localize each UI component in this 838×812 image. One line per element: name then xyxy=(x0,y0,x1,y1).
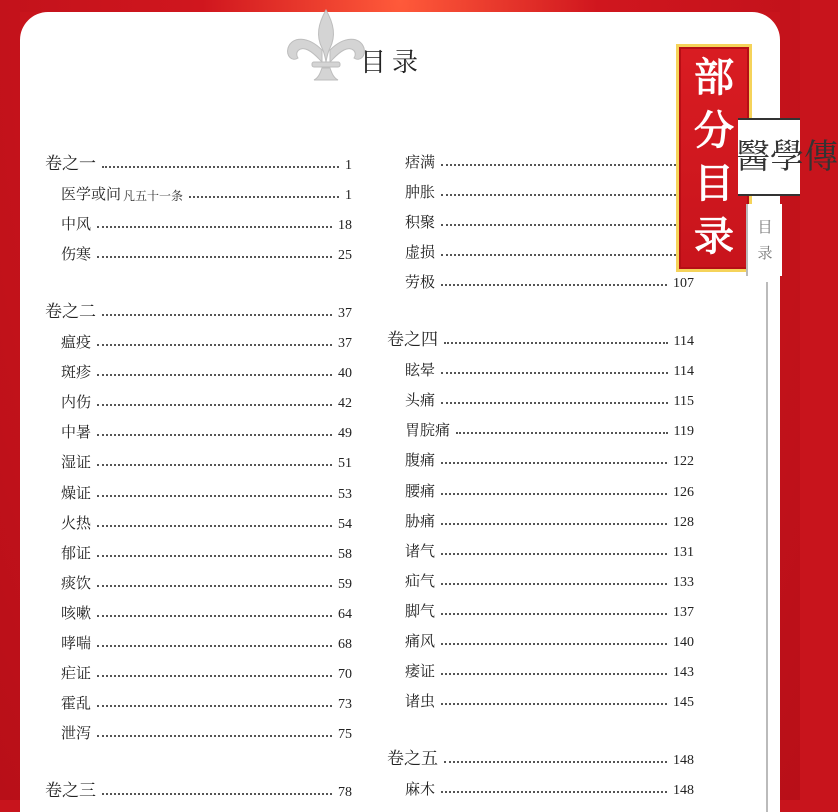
dot-leader xyxy=(97,464,332,466)
dot-leader xyxy=(97,735,332,737)
toc-page-number: 70 xyxy=(338,667,352,683)
toc-entry-row xyxy=(405,268,694,292)
toc-page-number: 119 xyxy=(673,424,694,440)
dot-leader xyxy=(97,675,332,677)
toc-entry-label: 痞满 xyxy=(405,153,436,171)
toc-page-number: 68 xyxy=(338,637,352,652)
toc-entry-label: 湿证 xyxy=(61,453,92,472)
toc-volume-row xyxy=(45,298,352,322)
dot-leader xyxy=(441,791,667,793)
toc-entry-label: 腹痛 xyxy=(405,451,436,470)
toc-volume-row xyxy=(45,150,352,174)
toc-entry-row xyxy=(405,537,694,561)
toc-page-number: 53 xyxy=(338,486,352,502)
toc-entry-label: 内伤 xyxy=(61,393,92,412)
dot-leader xyxy=(97,705,332,707)
toc-page-number: 145 xyxy=(673,695,694,711)
toc-entry-label: 肿胀 xyxy=(405,183,436,202)
toc-entry-row xyxy=(405,775,694,799)
toc-page-number: 73 xyxy=(338,697,352,713)
dot-leader xyxy=(97,585,332,587)
toc-page-number: 131 xyxy=(673,544,694,560)
toc-page-number: 114 xyxy=(673,364,694,380)
dot-leader xyxy=(441,164,688,166)
dot-leader xyxy=(102,793,332,795)
dot-leader xyxy=(97,226,332,228)
toc-entry-label: 腰痛 xyxy=(405,481,436,500)
dot-leader xyxy=(97,525,332,527)
toc-page-number: 107 xyxy=(673,276,694,292)
toc-entry-label: 泄泻 xyxy=(61,724,92,743)
toc-entry-row xyxy=(405,178,694,202)
dot-leader xyxy=(441,523,667,525)
toc-entry-row xyxy=(61,180,352,204)
toc-page-number: 115 xyxy=(673,394,694,410)
dot-leader xyxy=(441,673,667,675)
dot-leader xyxy=(97,434,332,436)
toc-page-number: 122 xyxy=(673,454,694,470)
corner-ornament-left xyxy=(20,12,48,40)
toc-entry-label: 燥证 xyxy=(61,483,92,502)
dot-leader xyxy=(441,553,667,555)
toc-entry-row xyxy=(405,627,694,651)
dot-leader xyxy=(441,284,667,286)
toc-entry-label: 积聚 xyxy=(405,213,436,232)
toc-page-number: 140 xyxy=(673,635,694,650)
toc-entry-label: 哮喘 xyxy=(61,634,92,652)
toc-entry-label: 火热 xyxy=(61,513,92,532)
toc-entry-row xyxy=(61,448,352,472)
toc-page-number: 59 xyxy=(338,576,352,592)
dot-leader xyxy=(444,761,667,763)
toc-entry-row xyxy=(405,687,694,711)
toc-entry-label: 咳嗽 xyxy=(61,603,92,622)
toc-entry-row xyxy=(405,148,694,172)
dot-leader xyxy=(441,643,667,645)
dot-leader xyxy=(441,254,688,256)
toc-volume-row xyxy=(45,777,352,801)
toc-entry-label: 疝气 xyxy=(405,571,436,590)
toc-volume-row xyxy=(387,326,694,350)
toc-entry-row xyxy=(61,629,352,653)
toc-entry-row xyxy=(61,418,352,442)
toc-page-number: 128 xyxy=(673,514,694,530)
toc-entry-label: 麻木 xyxy=(405,779,436,798)
toc-entry-label: 卷之三 xyxy=(45,780,96,801)
toc-page-number: 58 xyxy=(338,546,352,562)
toc-entry-row xyxy=(61,388,352,412)
toc-entry-label: 卷之四 xyxy=(387,330,438,350)
toc-entry-label: 卷之一 xyxy=(45,154,96,174)
toc-entry-label: 诸气 xyxy=(405,541,436,560)
toc-entry-label: 脚气 xyxy=(405,601,436,620)
toc-entry-row xyxy=(61,719,352,743)
dot-leader xyxy=(441,583,667,585)
dot-leader xyxy=(444,342,668,344)
dot-leader xyxy=(97,555,332,557)
toc-entry-label: 中暑 xyxy=(61,423,92,442)
dot-leader xyxy=(97,645,332,647)
toc-entry-row xyxy=(61,659,352,683)
toc-page-number: 75 xyxy=(338,727,352,743)
toc-entry-label: 瘟疫 xyxy=(61,333,92,351)
toc-entry-row xyxy=(61,509,352,533)
toc-entry-label: 疟证 xyxy=(61,664,92,683)
toc-entry-label: 郁证 xyxy=(61,543,92,562)
dot-leader xyxy=(441,462,667,464)
side-tab-toc xyxy=(746,204,782,276)
toc-volume-row xyxy=(387,745,694,769)
toc-entry-row xyxy=(61,210,352,234)
dot-leader xyxy=(102,314,332,316)
toc-entry-note: 凡五十一条 xyxy=(123,189,184,204)
dot-leader xyxy=(97,404,332,406)
toc-entry-label: 痛风 xyxy=(405,632,436,650)
toc-page-number: 137 xyxy=(673,604,694,620)
toc-entry-row xyxy=(61,328,352,352)
toc-page-number: 133 xyxy=(673,574,694,590)
toc-entry-row xyxy=(405,208,694,232)
dot-leader xyxy=(189,196,339,198)
dot-leader xyxy=(97,374,332,376)
toc-entry-row xyxy=(405,567,694,591)
dot-leader xyxy=(441,372,668,374)
toc-entry-row xyxy=(405,597,694,621)
toc-entry-row xyxy=(405,416,694,440)
dot-leader xyxy=(441,224,688,226)
dot-leader xyxy=(441,402,668,404)
badge-char: 目 xyxy=(694,161,734,207)
toc-entry-label: 卷之二 xyxy=(45,301,96,322)
toc-entry-label: 斑疹 xyxy=(61,363,92,382)
book-seal-logo xyxy=(736,118,838,196)
toc-entry-row xyxy=(61,569,352,593)
toc-entry-row xyxy=(405,446,694,470)
toc-page-number: 148 xyxy=(673,752,694,768)
toc-entry-row xyxy=(61,358,352,382)
toc-entry-label: 胁痛 xyxy=(405,511,436,530)
toc-entry-label: 痿证 xyxy=(405,662,436,681)
toc-page-number: 54 xyxy=(338,516,352,532)
toc-entry-row xyxy=(405,507,694,531)
toc-entry-row xyxy=(405,386,694,410)
toc-entry-row xyxy=(61,599,352,623)
toc-entry-label: 霍乱 xyxy=(61,694,92,713)
toc-page-number: 51 xyxy=(338,456,352,472)
toc-page-number: 1 xyxy=(345,188,352,204)
toc-page-number: 49 xyxy=(338,426,352,442)
toc-page xyxy=(20,12,780,812)
toc-page-number: 143 xyxy=(673,665,694,681)
badge-char: 部 xyxy=(694,55,734,101)
toc-page-number: 1 xyxy=(345,158,352,173)
toc-entry-label: 劳极 xyxy=(405,273,436,292)
toc-entry-label: 伤寒 xyxy=(61,245,92,264)
dot-leader xyxy=(441,613,667,615)
toc-entry-label: 胃脘痛 xyxy=(405,421,451,440)
toc-page-number: 42 xyxy=(338,396,352,412)
toc-entry-row xyxy=(405,356,694,380)
dot-leader xyxy=(456,432,668,434)
toc-entry-row xyxy=(61,240,352,264)
toc-entry-label: 痰饮 xyxy=(61,573,92,592)
toc-page-number: 25 xyxy=(338,248,352,264)
seal-text: 醫學傳 xyxy=(736,137,838,177)
badge-char: 录 xyxy=(694,214,734,260)
toc-page-number: 18 xyxy=(338,218,352,234)
toc-entry-row xyxy=(61,539,352,563)
toc-page-number: 126 xyxy=(673,484,694,500)
toc-entry-row xyxy=(61,479,352,503)
toc-page-number: 37 xyxy=(338,336,352,351)
side-divider xyxy=(766,282,768,812)
dot-leader xyxy=(102,166,339,168)
toc-entry-row xyxy=(405,657,694,681)
dot-leader xyxy=(441,703,667,705)
toc-entry-label: 眩晕 xyxy=(405,361,436,380)
toc-entry-label: 医学或问 xyxy=(61,185,122,204)
toc-page-number: 114 xyxy=(673,334,694,349)
toc-entry-row xyxy=(405,477,694,501)
toc-page-number: 37 xyxy=(338,305,352,321)
page-title: 目录 xyxy=(360,48,425,78)
toc-entry-label: 卷之五 xyxy=(387,748,438,769)
badge-char: 分 xyxy=(694,108,734,154)
toc-entry-label: 诸虫 xyxy=(405,692,436,711)
side-tab-char: 录 xyxy=(757,244,773,262)
dot-leader xyxy=(441,493,667,495)
dot-leader xyxy=(97,344,332,346)
dot-leader xyxy=(97,495,332,497)
toc-entry-label: 中风 xyxy=(61,215,92,234)
toc-entry-row xyxy=(61,689,352,713)
toc-page-number: 148 xyxy=(673,782,694,798)
side-tab-char: 目 xyxy=(757,218,773,236)
corner-ornament-right xyxy=(752,12,780,40)
dot-leader xyxy=(97,256,332,258)
toc-page-number: 64 xyxy=(338,606,352,622)
dot-leader xyxy=(441,194,688,196)
toc-entry-label: 头痛 xyxy=(405,391,436,410)
dot-leader xyxy=(97,615,332,617)
toc-entry-label: 虚损 xyxy=(405,243,436,262)
toc-entry-row xyxy=(405,238,694,262)
toc-page-number: 40 xyxy=(338,366,352,382)
toc-page-number: 78 xyxy=(338,784,352,800)
